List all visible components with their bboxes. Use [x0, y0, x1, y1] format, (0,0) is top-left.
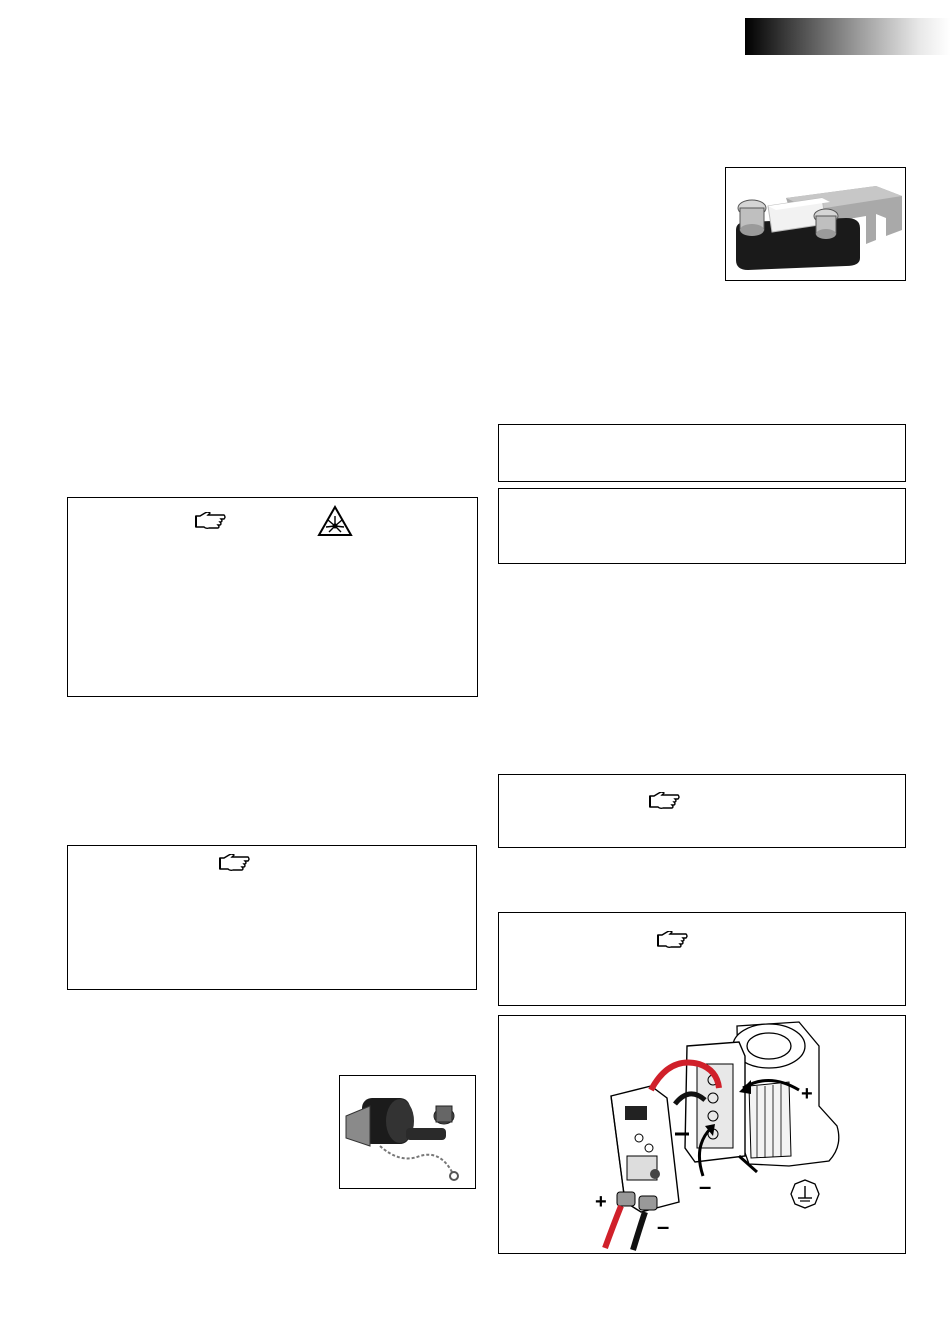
minus-label-bottom: –	[657, 1214, 670, 1239]
note-box-right-1	[498, 774, 906, 848]
negative-cable-bottom	[633, 1212, 645, 1250]
fuse-holder-photo	[725, 167, 906, 281]
header-gradient-tab	[745, 18, 950, 55]
warning-box-left	[67, 497, 478, 697]
plus-label-bottom: +	[595, 1191, 607, 1213]
pointing-hand-icon	[656, 931, 688, 949]
controller-unit	[611, 1086, 679, 1212]
note-box-right-2	[498, 912, 906, 1006]
wiring-figure	[498, 1015, 906, 1254]
pointing-hand-icon	[194, 512, 226, 530]
minus-label-top: –	[699, 1174, 712, 1199]
positive-cable-bottom	[605, 1206, 621, 1248]
pointing-hand-icon	[648, 792, 680, 810]
plus-label-top: +	[801, 1083, 813, 1105]
ground-symbol-icon	[791, 1180, 819, 1208]
motor-flange	[733, 1022, 839, 1166]
info-box-right-1	[498, 424, 906, 482]
battery-connector-photo	[339, 1075, 476, 1189]
note-box-left	[67, 845, 477, 990]
wiring-illustration	[499, 1016, 905, 1253]
fuse-holder-image	[726, 168, 905, 280]
explosion-hazard-icon	[317, 505, 353, 537]
pointing-hand-icon	[218, 854, 250, 872]
info-box-right-2	[498, 488, 906, 564]
battery-connector-image	[340, 1076, 475, 1188]
